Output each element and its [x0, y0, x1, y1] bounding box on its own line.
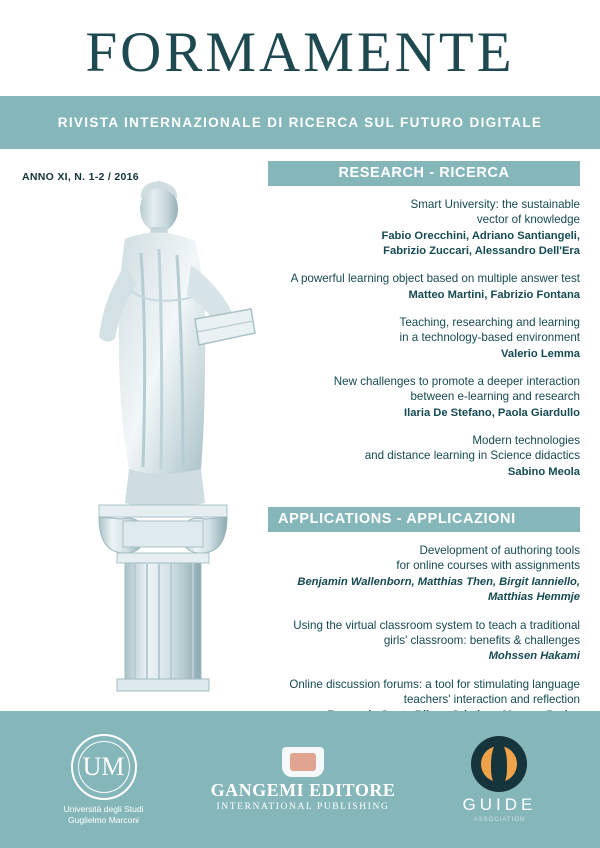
- statue-svg: [55, 169, 270, 709]
- section-heading-applications: APPLICATIONS - APPLICAZIONI: [268, 507, 580, 532]
- logo-universita-marconi: [64, 734, 144, 825]
- table-of-contents: [268, 161, 580, 796]
- university-seal-icon: [71, 734, 137, 800]
- entry-title-line: Modern technologies: [472, 434, 580, 448]
- entry-title-line: New challenges to promote a deeper interaction: [333, 375, 580, 389]
- journal-title: [85, 16, 515, 84]
- entry-title-line: and distance learning in Science didactics: [364, 449, 580, 463]
- entry-authors-line: Fabio Orecchini, Adriano Santiangeli,: [381, 229, 580, 242]
- gangemi-mark-icon: [282, 747, 324, 777]
- entry-authors-line: Matthias Hemmje: [487, 591, 580, 604]
- entry-authors-line: Sabino Meola: [507, 466, 580, 479]
- guide-tagline: ASSOCIATION: [473, 817, 526, 823]
- entry-authors-line: Benjamin Wallenborn, Matthias Then, Birgit Ianniello,: [297, 576, 580, 589]
- statue-figure: [99, 181, 255, 508]
- university-caption-line2: Guglielmo Marconi: [68, 814, 139, 825]
- toc-entry: [268, 198, 580, 258]
- entry-title-line: A powerful learning object based on multiple answer test: [290, 272, 580, 286]
- issue-line: ANNO XI, N. 1-2 / 2016: [22, 171, 139, 183]
- logo-guide-association: [463, 736, 537, 823]
- masthead: [0, 0, 600, 96]
- entry-authors-line: Ilaria De Stefano, Paola Giardullo: [404, 407, 580, 420]
- toc-entry: [268, 272, 580, 302]
- gangemi-subtitle: INTERNATIONAL PUBLISHING: [216, 802, 390, 812]
- entry-title-line: for online courses with assignments: [396, 559, 580, 573]
- toc-entry: [268, 375, 580, 420]
- statue-illustration: [55, 169, 270, 709]
- section-heading-research: RESEARCH - RICERCA: [268, 161, 580, 186]
- entry-title-line: vector of knowledge: [476, 212, 580, 226]
- guide-mark-icon: [471, 736, 527, 792]
- strapline-band: [0, 96, 600, 149]
- guide-name: GUIDE: [462, 795, 537, 814]
- entry-title-line: Smart University: the sustainable: [410, 198, 580, 211]
- entry-title-line: Development of authoring tools: [419, 544, 580, 558]
- journal-title-text: FORMAMENTE: [85, 20, 515, 84]
- cover-body: [0, 149, 600, 711]
- entry-authors-line: Matteo Martini, Fabrizio Fontana: [408, 289, 580, 302]
- column-shaft: [117, 563, 209, 691]
- toc-entry: [268, 434, 580, 479]
- entry-title-line: girls' classroom: benefits & challenges: [383, 633, 580, 647]
- toc-entry: [268, 619, 580, 664]
- university-monogram: UM: [82, 751, 125, 781]
- column-capital: [99, 505, 227, 563]
- university-caption-line1: Università degli Studi: [63, 803, 144, 814]
- toc-entry: [268, 544, 580, 604]
- entry-title-line: in a technology-based environment: [399, 331, 580, 345]
- toc-entry: [268, 316, 580, 361]
- entry-title-line: Online discussion forums: a tool for stimulating language: [289, 677, 580, 691]
- entry-authors-line: Valerio Lemma: [501, 348, 580, 361]
- gangemi-name: GANGEMI EDITORE: [210, 780, 396, 800]
- entry-authors-line: Fabrizio Zuccari, Alessandro Dell'Era: [383, 244, 580, 257]
- entry-title-line: teachers' interaction and reflection: [403, 692, 580, 706]
- entry-title-line: between e-learning and research: [410, 390, 580, 404]
- strapline-text: RIVISTA INTERNAZIONALE DI RICERCA SUL FUTURO DIGITALE: [57, 115, 543, 130]
- entry-title-line: Teaching, researching and learning: [399, 316, 580, 330]
- logo-gangemi-editore: [211, 747, 396, 812]
- footer-logos: [0, 711, 600, 848]
- entry-title-line: Using the virtual classroom system to teach a traditional: [293, 618, 580, 632]
- entry-authors-line: Mohssen Hakami: [488, 650, 580, 663]
